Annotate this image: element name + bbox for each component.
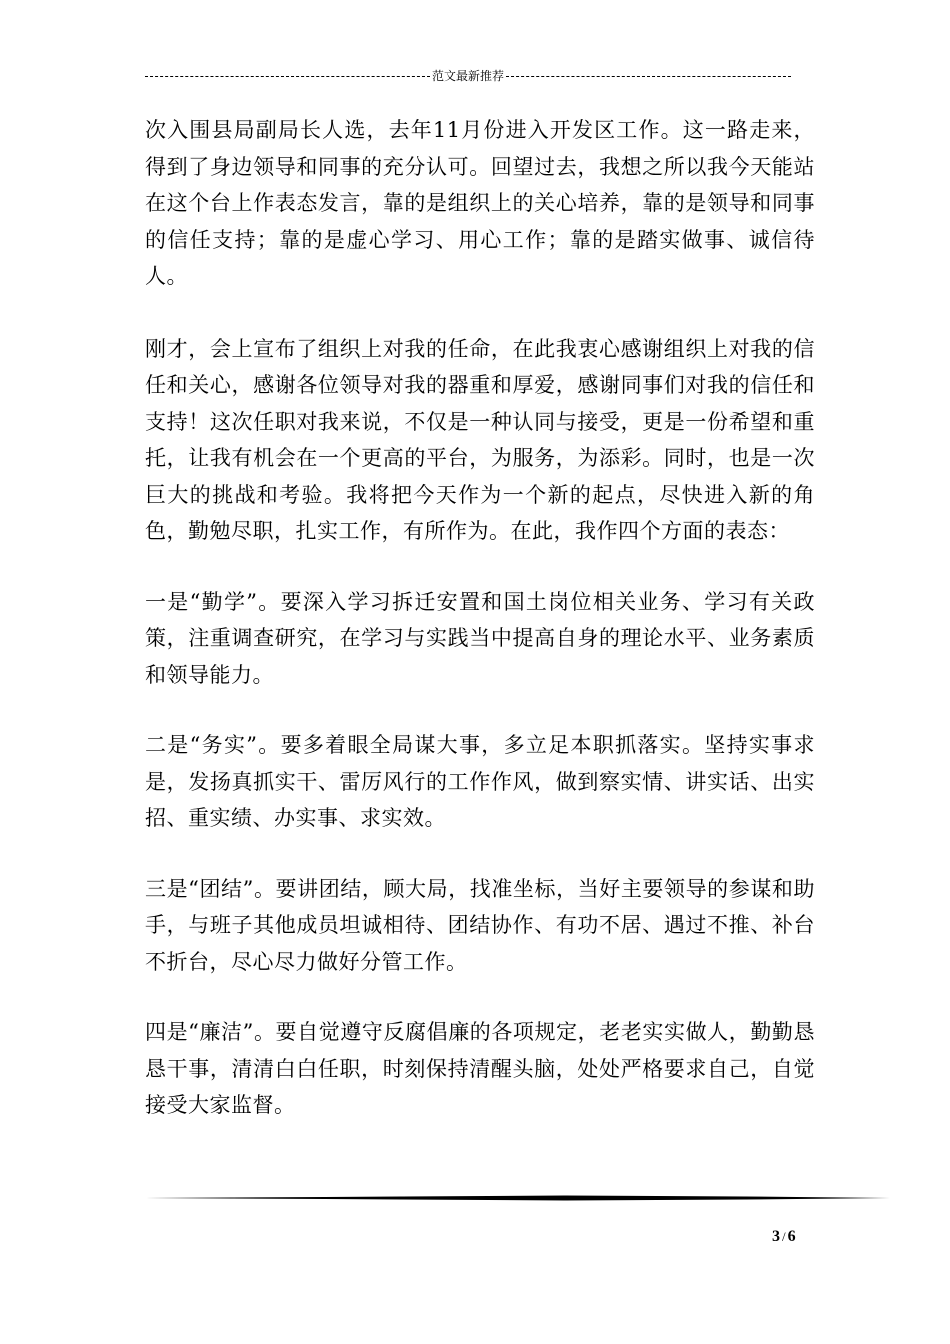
page-separator: / — [782, 1229, 786, 1244]
header-dash-left — [145, 76, 430, 77]
paragraph-appointment: 刚才，会上宣布了组织上对我的任命，在此我衷心感谢组织上对我的信任和关心，感谢各位领导对我的器重和厚爱，感谢同事们对我的信任和支持！这次任职对我来说，不仅是一种认同与接受，更是一份希望和重托，让我有机会在一个更高的平台，为服务，为添彩。同时，也是一次巨大的挑战和考验。我将把今天作为一个新的起点，尽快进入新的角色，勤勉尽职，扎实工作，有所作为。在此，我作四个方面的表态： — [145, 336, 815, 543]
paragraph-point-study: 一是“勤学”。要深入学习拆迁安置和国土岗位相关业务、学习有关政策，注重调查研究，在学习与实践当中提高自身的理论水平、业务素质和领导能力。 — [145, 589, 815, 687]
page-total: 6 — [787, 1228, 796, 1245]
paragraph-intro-continued: 次入围县局副局长人选，去年11月份进入开发区工作。这一路走来，得到了身边领导和同事的充分认可。回望过去，我想之所以我今天能站在这个台上作表态发言，靠的是组织上的关心培养，靠的是领导和同事的信任支持；靠的是虚心学习、用心工作；靠的是踏实做事、诚信待人。 — [145, 118, 815, 288]
document-body — [145, 112, 815, 1124]
page-number — [772, 1228, 796, 1246]
footer-divider — [145, 1195, 890, 1201]
paragraph-point-unity: 三是“团结”。要讲团结，顾大局，找准坐标，当好主要领导的参谋和助手，与班子其他成员坦诚相待、团结协作、有功不居、遇过不推、补台不折台，尽心尽力做好分管工作。 — [145, 876, 815, 974]
paragraph-point-integrity: 四是“廉洁”。要自觉遵守反腐倡廉的各项规定，老老实实做人，勤勤恳恳干事，清清白白任职，时刻保持清醒头脑，处处严格要求自己，自觉接受大家监督。 — [145, 1020, 815, 1117]
header-label: 范文最新推荐 — [432, 69, 505, 83]
paragraph-point-practical: 二是“务实”。要多着眼全局谋大事，多立足本职抓落实。坚持实事求是，发扬真抓实干、雷厉风行的工作作风，做到察实情、讲实话、出实招、重实绩、办实事、求实效。 — [145, 733, 815, 830]
header-dash-right — [506, 76, 791, 77]
page-header — [145, 68, 791, 84]
page-current: 3 — [772, 1228, 780, 1245]
